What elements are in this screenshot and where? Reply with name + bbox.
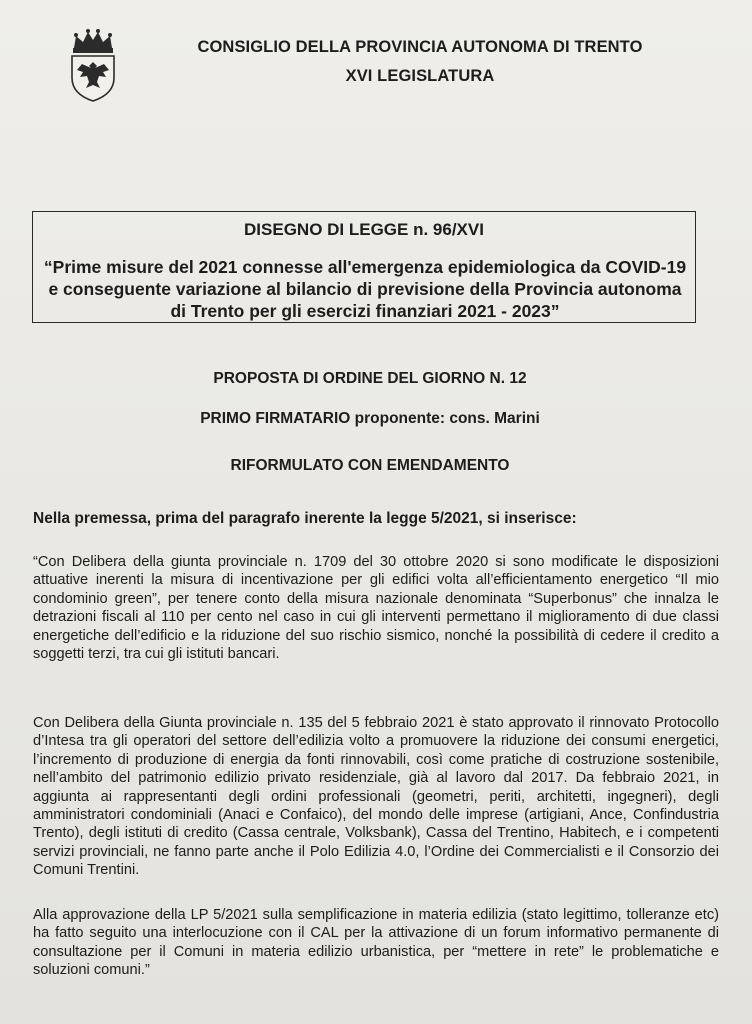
bill-box [32,211,696,323]
institution-name: CONSIGLIO DELLA PROVINCIA AUTONOMA DI TRENTO [197,38,643,56]
paragraph: Alla approvazione della LP 5/2021 sulla semplificazione in materia edilizia (stato legittimo, tolleranze etc) ha fatto seguito una interlocuzione con il CAL per la attivazione di un forum informativo permanente di consultazione per il Comuni in materia edilizio urbanistica, per “mettere in rete” le problematiche e soluzioni comuni.” [33,907,719,979]
legislature: XVI LEGISLATURA [345,67,495,85]
proposal-title: PROPOSTA DI ORDINE DEL GIORNO N. 12 [213,370,527,387]
bill-title: DISEGNO DI LEGGE n. 96/XVI [244,220,484,239]
paragraph: “Con Delibera della giunta provinciale n. 1709 del 30 ottobre 2020 si sono modificate le disposizioni attuative inerenti la misura di incentivazione per gli edifici volta all’efficientamento energetico “Il mio condominio green”, per tenere conto della misura nazionale denominata “Superbonus” che innalza le detrazioni fiscali al 110 per cento nel caso in cui gli interventi permettano il miglioramento di due classi energetiche dell’edificio e la riduzione del suo rischio sismico, nonché la possibilità di cedere il credito a soggetti terzi, tra cui gli istituti bancari. [33,554,719,663]
first-signer: PRIMO FIRMATARIO proponente: cons. Marini [200,410,540,427]
paragraph: Con Delibera della Giunta provinciale n. 135 del 5 febbraio 2021 è stato approvato il rinnovato Protocollo d’Intesa tra gli operatori del settore dell’edilizia volto a promuovere la riduzione dei consumi energetici, l’incremento di produzione di energia da fonti rinnovabili, così come pratiche di costruzione sostenibile, nell’ambito del patrimonio edilizio privato residenziale, già al lavoro dal 2017. Da febbraio 2021, in aggiunta ai rappresentanti degli ordini professionali (geometri, periti, architetti, ingegneri), degli amministratori condominiali (Anaci e Confaico), del mondo delle imprese (artigiani, Ance, Confindustria Trento), degli istituti di credito (Cassa centrale, Volksbank), Cassa del Trentino, Habitech, e i competenti servizi provinciali, ne fanno parte anche il Polo Edilizia 4.0, l’Ordine dei Commercialisti e il Consorzio dei Comuni Trentini. [33,715,719,879]
bill-subtitle: “Prime misure del 2021 connesse all'emergenza epidemiologica da COVID-19 e conseguente variazione al bilancio di previsione della Provincia autonoma di Trento per gli esercizi finanziari 2021 - 2023” [43,257,687,321]
premessa-heading: Nella premessa, prima del paragrafo inerente la legge 5/2021, si inserisce: [33,510,577,527]
crest-icon [66,28,120,102]
reformulated-status: RIFORMULATO CON EMENDAMENTO [230,457,510,474]
